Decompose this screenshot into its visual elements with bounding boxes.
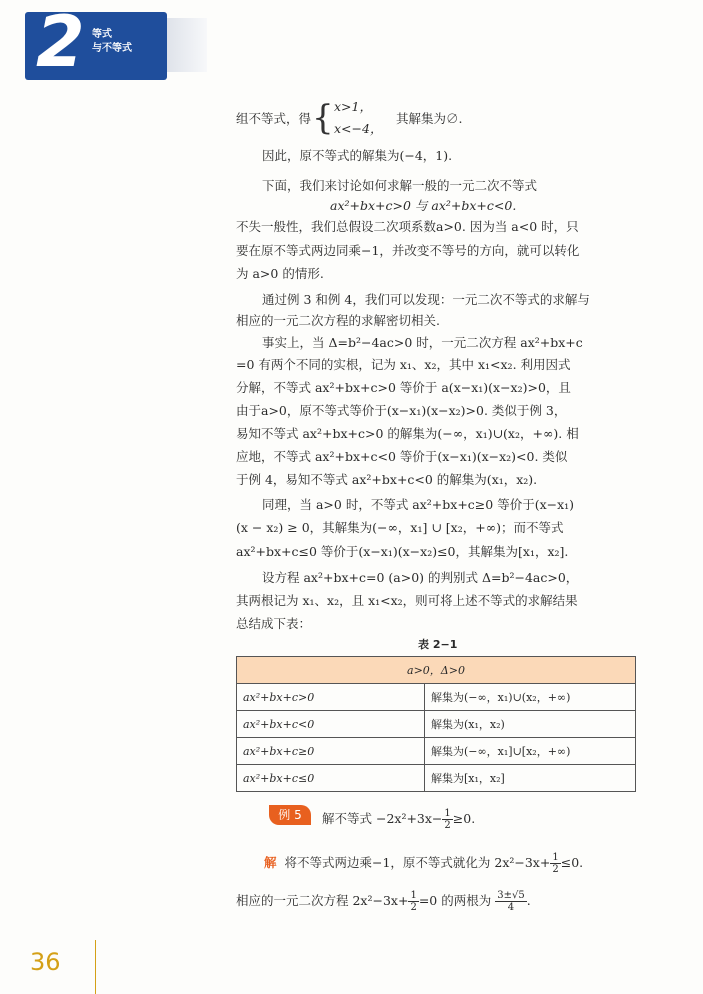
example-problem: [322, 808, 475, 831]
line-1-post: 其解集为∅.: [396, 111, 463, 126]
line-17: 同理，当 a>0 时，不等式 ax²+bx+c≥0 等价于(x−x₁): [262, 497, 575, 512]
line-16: 于例 4，易知不等式 ax²+bx+c<0 的解集为(x₁，x₂).: [236, 472, 538, 487]
line-22: 总结成下表：: [236, 616, 312, 631]
line-5: 不失一般性，我们总假设二次项系数a>0. 因为当 a<0 时，只: [236, 219, 579, 234]
table-cell-solution: 解集为(−∞，x₁]∪[x₂，+∞): [425, 738, 636, 765]
table-header-cell: a>0，Δ>0: [237, 657, 636, 684]
line-9: 相应的一元二次方程的求解密切相关.: [236, 313, 440, 328]
line-12: 分解，不等式 ax²+bx+c>0 等价于 a(x−x₁)(x−x₂)>0，且: [236, 380, 571, 395]
chapter-number: 2: [36, 1, 85, 83]
line-4: ax²+bx+c>0 与 ax²+bx+c<0.: [330, 198, 517, 213]
brace-glyph: {: [312, 98, 334, 138]
fraction-denominator: 2: [552, 864, 559, 875]
page-number-rule: [95, 940, 96, 994]
table-cell-inequality: ax²+bx+c>0: [237, 684, 425, 711]
solution-line-1: [264, 852, 583, 875]
line-15: 应地，不等式 ax²+bx+c<0 等价于(x−x₁)(x−x₂)<0. 类似: [236, 449, 568, 464]
example-fraction: [442, 808, 452, 831]
line-11: =0 有两个不同的实根，记为 x₁、x₂，其中 x₁<x₂. 利用因式: [236, 357, 571, 372]
fraction-denominator: 4: [507, 902, 515, 913]
table-row: [237, 765, 636, 792]
chapter-title: [92, 28, 132, 56]
case-line-2: x<−4，: [334, 121, 383, 136]
solution-fraction-1: [550, 852, 560, 875]
solution-line-2-mid: =0 的两根为: [418, 893, 492, 908]
fraction-numerator: 1: [410, 890, 417, 901]
chapter-title-line2: 与不等式: [92, 43, 132, 54]
case-line-1: x>1，: [334, 99, 372, 114]
solution-fraction-2: [408, 890, 418, 913]
line-13: 由于a>0，原不等式等价于(x−x₁)(x−x₂)>0. 类似于例 3，: [236, 403, 567, 418]
line-21: 其两根记为 x₁、x₂，且 x₁<x₂，则可将上述不等式的求解结果: [236, 593, 578, 608]
solution-line-1-pre: 将不等式两边乘−1，原不等式就化为 2x²−3x+: [284, 855, 551, 870]
line-8: 通过例 3 和例 4，我们可以发现：一元二次不等式的求解与: [262, 292, 590, 307]
roots-fraction: [495, 890, 526, 913]
table-cell-solution: 解集为(x₁，x₂): [425, 711, 636, 738]
line-3: 下面，我们来讨论如何求解一般的一元二次不等式: [262, 178, 538, 193]
solution-line-1-post: ≤0.: [560, 855, 584, 870]
line-20: 设方程 ax²+bx+c=0 (a>0) 的判别式 Δ=b²−4ac>0，: [262, 570, 579, 585]
line-6: 要在原不等式两边同乘−1，并改变不等号的方向，就可以转化: [236, 243, 580, 258]
page-number: 36: [30, 948, 61, 976]
line-18: (x − x₂) ≥ 0，其解集为(−∞，x₁] ∪ [x₂，+∞)；而不等式: [236, 520, 564, 535]
example-badge: 例 5: [269, 805, 311, 825]
solution-line-2-pre: 相应的一元二次方程 2x²−3x+: [236, 893, 409, 908]
chapter-tab-fade: [167, 18, 207, 72]
table-cell-solution: 解集为(−∞，x₁)∪(x₂，+∞): [425, 684, 636, 711]
chapter-title-line1: 等式: [92, 29, 112, 40]
solution-label: 解: [264, 855, 277, 870]
example-problem-pre: 解不等式 −2x²+3x−: [322, 811, 443, 826]
solution-line-2-post: .: [526, 893, 531, 908]
table-cell-inequality: ax²+bx+c≤0: [237, 765, 425, 792]
fraction-denominator: 2: [410, 902, 417, 913]
line-10: 事实上，当 Δ=b²−4ac>0 时，一元二次方程 ax²+bx+c: [262, 335, 583, 350]
line-19: ax²+bx+c≤0 等价于(x−x₁)(x−x₂)≤0，其解集为[x₁，x₂].: [236, 544, 569, 559]
table-row: [237, 684, 636, 711]
solution-table: [236, 656, 636, 792]
table-row: [237, 711, 636, 738]
line-7: 为 a>0 的情形.: [236, 266, 324, 281]
table-cell-solution: 解集为[x₁，x₂]: [425, 765, 636, 792]
line-14: 易知不等式 ax²+bx+c>0 的解集为(−∞，x₁)∪(x₂，+∞). 相: [236, 426, 579, 441]
solution-line-2: [236, 890, 531, 913]
fraction-numerator: 1: [444, 808, 451, 819]
fraction-numerator: 3±√5: [497, 890, 525, 901]
table-row: [237, 738, 636, 765]
table-header-row: [237, 657, 636, 684]
fraction-denominator: 2: [444, 820, 451, 831]
table-caption: 表 2−1: [418, 638, 458, 651]
line-2: 因此，原不等式的解集为(−4，1).: [262, 148, 453, 163]
line-1-pre: 组不等式，得: [236, 111, 312, 126]
example-problem-post: ≥0.: [452, 811, 476, 826]
table-cell-inequality: ax²+bx+c<0: [237, 711, 425, 738]
fraction-numerator: 1: [552, 852, 559, 863]
table-cell-inequality: ax²+bx+c≥0: [237, 738, 425, 765]
